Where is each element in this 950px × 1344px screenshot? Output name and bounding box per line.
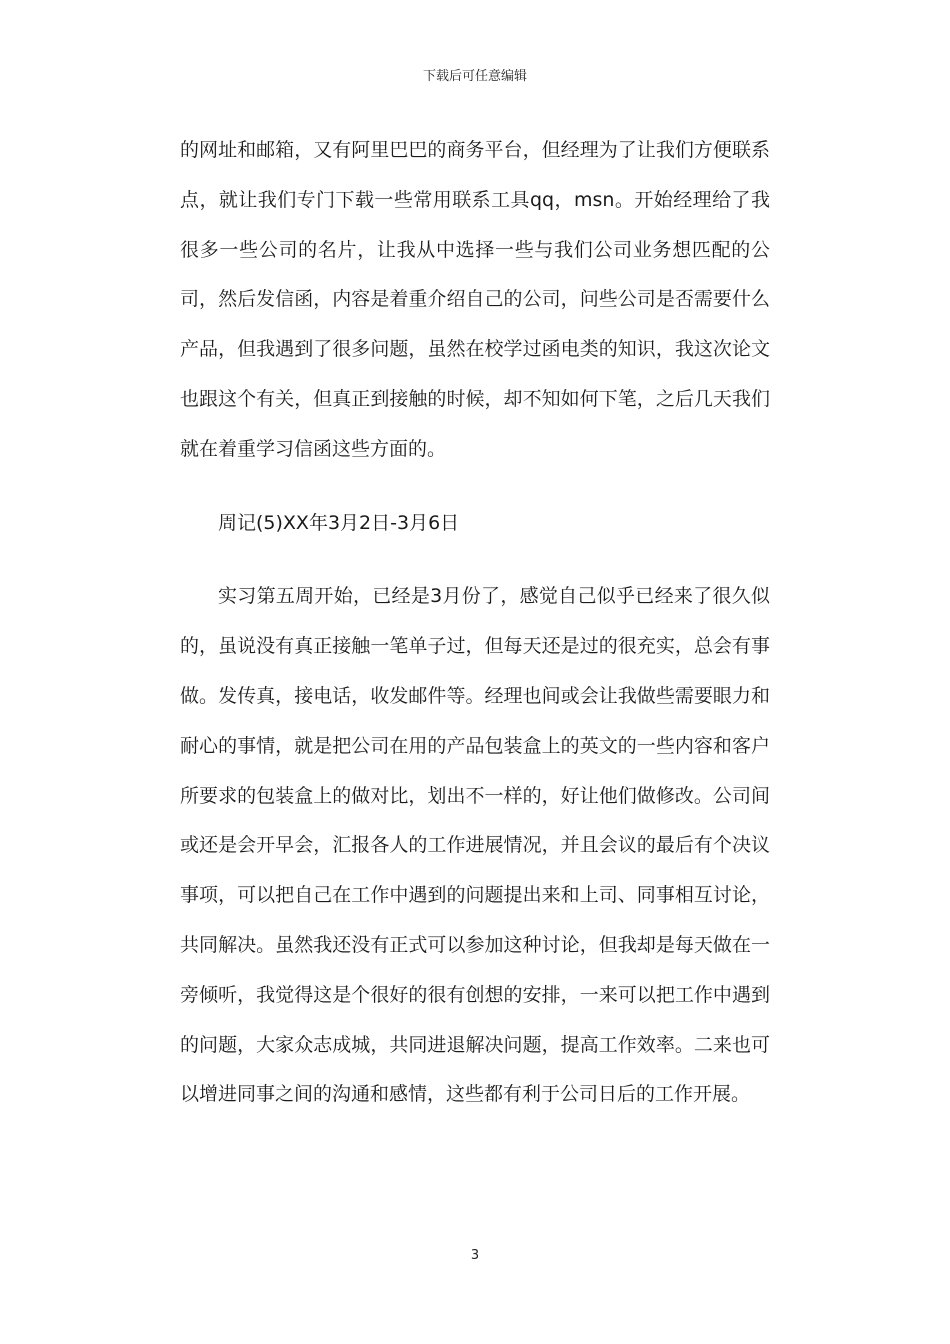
page-number: 3 — [470, 1248, 480, 1263]
paragraph-continuation: 的网址和邮箱，又有阿里巴巴的商务平台，但经理为了让我们方便联系点，就让我们专门下载一些常用联系工具qq，msn。开始经理给了我很多一些公司的名片，让我从中选择一些与我们公司业务想匹配的公司，然后发信函，内容是着重介绍自己的公司，问些公司是否需要什么产品，但我遇到了很多问题，虽然在校学过函电类的知识，我这次论文也跟这个有关，但真正到接触的时候，却不知如何下笔，之后几天我们就在着重学习信函这些方面的。 — [180, 139, 770, 460]
document-body — [180, 126, 770, 1120]
page-header: 下载后可任意编辑 — [422, 69, 527, 84]
paragraph-week-five: 实习第五周开始，已经是3月份了，感觉自己似乎已经来了很久似的，虽说没有真正接触一笔单子过，但每天还是过的很充实，总会有事做。发传真，接电话，收发邮件等。经理也间或会让我做些需要眼力和耐心的事情，就是把公司在用的产品包装盒上的英文的一些内容和客户所要求的包装盒上的做对比，划出不一样的，好让他们做修改。公司间或还是会开早会，汇报各人的工作进展情况，并且会议的最后有个决议事项，可以把自己在工作中遇到的问题提出来和上司、同事相互讨论，共同解决。虽然我还没有正式可以参加这种讨论，但我却是每天做在一旁倾听，我觉得这是个很好的很有创想的安排，一来可以把工作中遇到的问题，大家众志成城，共同进退解决问题，提高工作效率。二来也可以增进同事之间的沟通和感情，这些都有利于公司日后的工作开展。 — [180, 585, 770, 1106]
weekly-log-heading: 周记(5)XX年3月2日-3月6日 — [218, 511, 460, 534]
